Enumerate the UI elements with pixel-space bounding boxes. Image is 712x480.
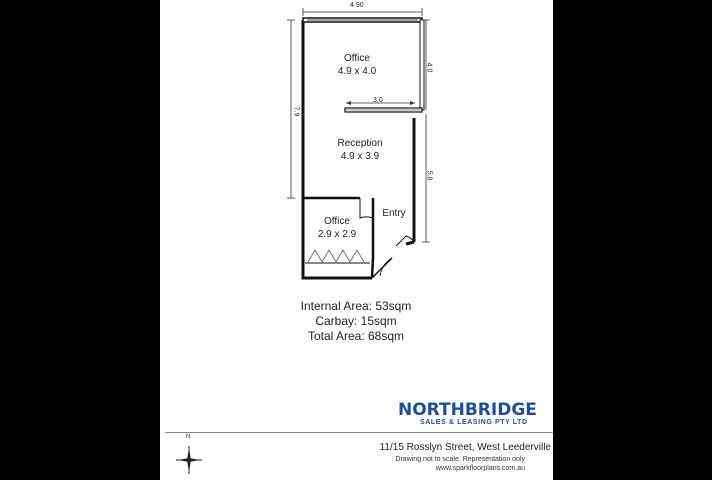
front-door (372, 258, 392, 278)
room-size: 4.9 x 3.9 (340, 151, 380, 162)
area-summary (226, 299, 486, 344)
compass-label: N (186, 434, 191, 440)
company-logo: NORTHBRIDGE (398, 400, 537, 420)
property-address: 11/15 Rosslyn Street, West Leederville (379, 442, 551, 453)
internal-area: Internal Area: 53sqm (300, 299, 412, 313)
footer-divider (165, 432, 553, 433)
wardrobe-doors (308, 250, 364, 262)
room-size: 4.9 x 4.0 (337, 66, 377, 77)
floorplan-sheet (160, 0, 553, 480)
dim-right-upper: 4.0 (425, 62, 433, 73)
dim-left-height: 7.9 (292, 106, 300, 117)
room-reception (327, 137, 393, 163)
room-office-main (327, 52, 387, 78)
compass-icon (174, 440, 204, 476)
room-entry: Entry (382, 208, 406, 219)
room-size: 2.9 x 2.9 (317, 229, 357, 240)
room-name: Office (344, 53, 370, 64)
website-text: www.sparkfloorplans.com.au (435, 465, 525, 472)
dim-partition: 3.0 (373, 97, 383, 104)
dim-right-lower: 5.8 (425, 170, 433, 181)
room-name: Office (324, 216, 350, 227)
right-window (420, 20, 424, 110)
disclaimer-text: Drawing not to scale. Representation only (395, 456, 525, 463)
room-office-small (307, 215, 367, 241)
company-tagline: SALES & LEASING PTY LTD (420, 419, 528, 426)
angled-wall (406, 242, 414, 244)
carbay-area: Carbay: 15sqm (315, 314, 397, 328)
dim-top-width: 4.90 (350, 2, 364, 9)
room-name: Reception (337, 138, 383, 149)
entry-door-swing (396, 236, 414, 246)
total-area: Total Area: 68sqm (307, 329, 405, 343)
